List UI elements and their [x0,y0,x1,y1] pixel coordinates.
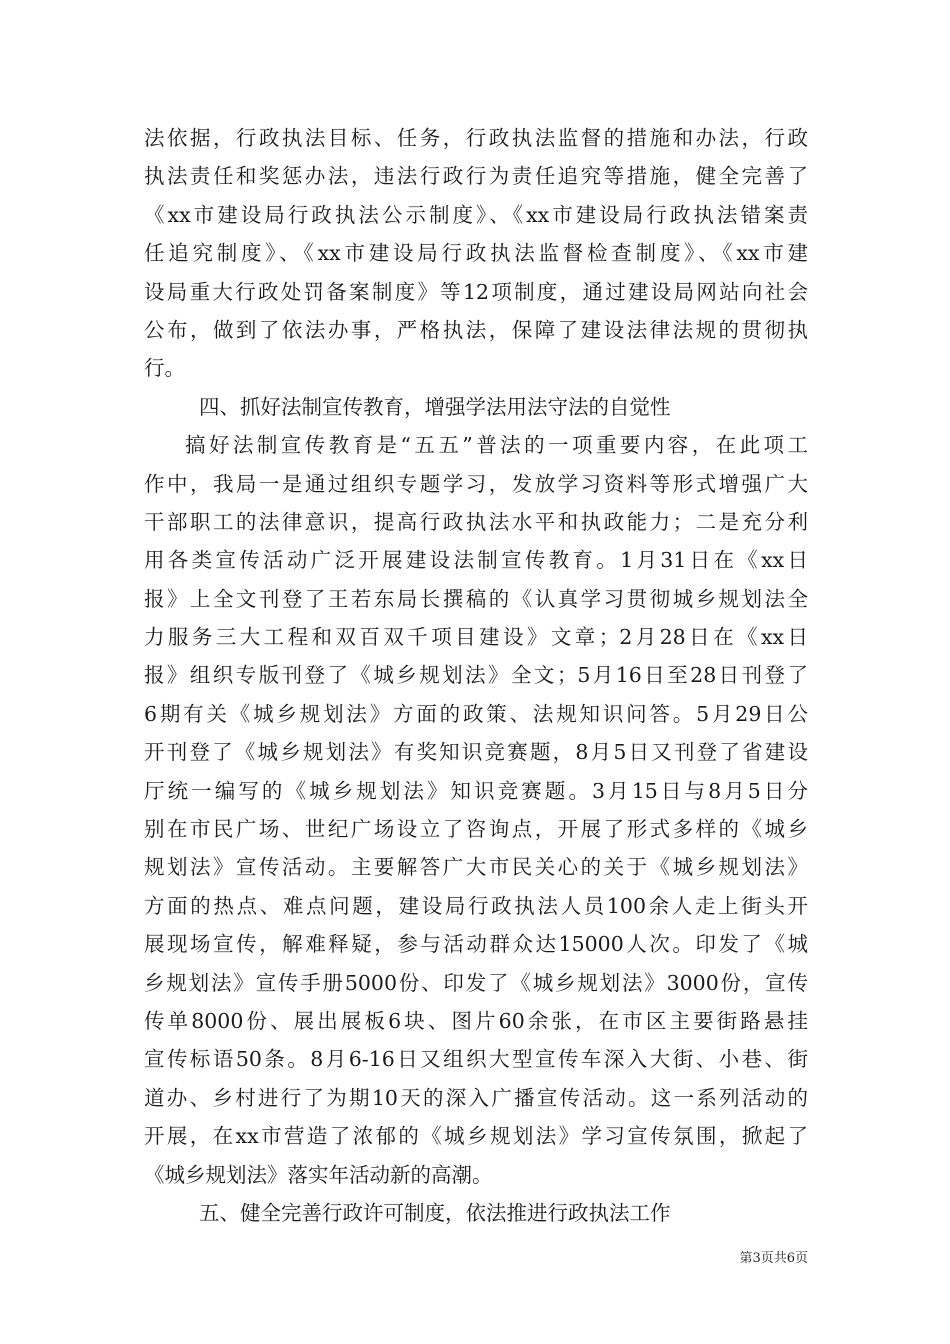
paragraph-line: 方面的热点、难点问题，建设局行政执法人员100余人走上街头开 [144,893,808,918]
paragraph-line: 规划法》宣传活动。主要解答广大市民关心的关于《城乡规划法》 [144,855,808,880]
document-body [144,119,808,1232]
paragraph-line: 报》组织专版刊登了《城乡规划法》全文；5月16日至28日刊登了 [144,663,808,688]
paragraph-line: 展现场宣传，解难释疑，参与活动群众达15000人次。印发了《城 [144,932,808,957]
paragraph-1 [144,119,808,388]
paragraph-line: 法依据，行政执法目标、任务，行政执法监督的措施和办法，行政 [144,126,808,150]
page-number-footer: 第3页共6页 [739,1251,808,1266]
paragraph-line: 开刊登了《城乡规划法》有奖知识竞赛题，8月5日又刊登了省建设 [144,740,808,765]
paragraph-line: 用各类宣传活动广泛开展建设法制宣传教育。1月31日在《xx日 [144,548,808,573]
paragraph-line: 宣传标语50条。8月6-16日又组织大型宣传车深入大街、小巷、街 [144,1047,808,1072]
paragraph-line: 设局重大行政处罚备案制度》等12项制度，通过建设局网站向社会 [144,279,808,304]
paragraph-line: 传单8000份、展出展板6块、图片60余张，在市区主要街路悬挂 [144,1008,808,1033]
paragraph-line: 《城乡规划法》落实年活动新的高潮。 [144,1162,493,1187]
paragraph-line: 执法责任和奖惩办法，违法行政行为责任追究等措施，健全完善了 [144,164,808,189]
paragraph-line: 厅统一编写的《城乡规划法》知识竞赛题。3月15日与8月5日分 [144,778,808,803]
paragraph-line: 任追究制度》、《xx市建设局行政执法监督检查制度》、《xx市建 [144,241,808,266]
paragraph-line: 干部职工的法律意识，提高行政执法水平和执政能力；二是充分利 [144,509,808,534]
paragraph-line: 行。 [144,356,185,381]
paragraph-line: 报》上全文刊登了王若东局长撰稿的《认真学习贯彻城乡规划法全 [144,586,808,611]
paragraph-line: 力服务三大工程和双百双千项目建设》文章；2月28日在《xx日 [144,625,808,650]
paragraph-line: 乡规划法》宣传手册5000份、印发了《城乡规划法》3000份，宣传 [144,970,808,995]
paragraph-line: 搞好法制宣传教育是“五五”普法的一项重要内容，在此项工 [185,433,808,458]
paragraph-line: 开展，在xx市营造了浓郁的《城乡规划法》学习宣传氛围，掀起了 [144,1124,808,1149]
paragraph-line: 作中，我局一是通过组织专题学习，发放学习资料等形式增强广大 [144,471,808,496]
paragraph-2 [144,426,808,1194]
paragraph-line: 道办、乡村进行了为期10天的深入广播宣传活动。这一系列活动的 [144,1085,808,1110]
paragraph-line: 别在市民广场、世纪广场设立了咨询点，开展了形式多样的《城乡 [144,817,808,842]
section-heading-5: 五、健全完善行政许可制度，依法推进行政执法工作 [199,1200,671,1225]
section-heading-4: 四、抓好法制宣传教育，增强学法用法守法的自觉性 [199,394,671,419]
paragraph-line: 6期有关《城乡规划法》方面的政策、法规知识问答。5月29日公 [144,701,808,726]
paragraph-line: 《xx市建设局行政执法公示制度》、《xx市建设局行政执法错案责 [144,202,808,227]
paragraph-line: 公布，做到了依法办事，严格执法，保障了建设法律法规的贯彻执 [144,317,808,342]
